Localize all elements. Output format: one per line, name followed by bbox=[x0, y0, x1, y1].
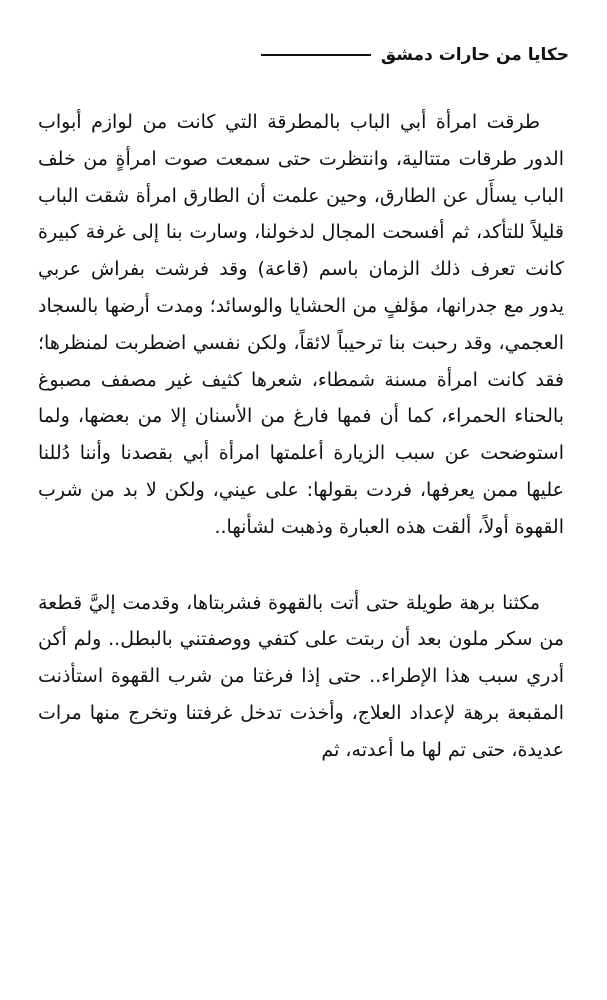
running-header bbox=[38, 42, 569, 68]
page-body bbox=[38, 104, 564, 769]
header-rule bbox=[261, 54, 371, 56]
book-title: حكايا من حارات دمشق bbox=[380, 45, 569, 65]
paragraph-2: مكثنا برهة طويلة حتى أتت بالقهوة فشربتاها، وقدمت إليَّ قطعة من سكر ملون بعد أن ربتت على كتفي ووصفتني بالبطل.. ولم أكن أدري سبب هذا الإطراء.. حتى إذا فرغتا من شرب القهوة استأذنت المقبعة برهة لإعداد العلاج، وأخذت تدخل غرفتنا وتخرج منها مرات عديدة، حتى تم لها ما أعدته، ثم bbox=[38, 591, 564, 761]
paragraph-1: طرقت امرأة أبي الباب بالمطرقة التي كانت من لوازم أبواب الدور طرقات متتالية، وانتظرت حتى سمعت صوت امرأةٍ من خلف الباب يسأَل عن الطارق، وحين علمت أن الطارق امرأة شقت الباب قليلاً للتأكد، ثم أفسحت المجال لدخولنا، وسارت بنا إلى غرفة كبيرة كانت تعرف ذلك الزمان باسم (قاعة) وقد فرشت بفراش عربي يدور مع جدرانها، مؤلفٍ من الحشايا والوسائد؛ ومدت أرضها بالسجاد العجمي، وقد رحبت بنا ترحيباً لائقاً، ولكن نفسي اضطربت لمنظرها؛ فقد كانت امرأة مسنة شمطاء، شعرها كثيف غير مصفف مصبوغ بالحناء الحمراء، كما أن فمها فارغ من الأسنان إلا من بعضها، ولما استوضحت عن سبب الزيارة أعلمتها امرأة أبي بقصدنا وأننا دُللنا عليها ممن يعرفها، فردت بقولها: على عيني، ولكن لا بد من شرب القهوة أولاً، ألقت هذه العبارة وذهبت لشأنها.. bbox=[38, 111, 564, 538]
